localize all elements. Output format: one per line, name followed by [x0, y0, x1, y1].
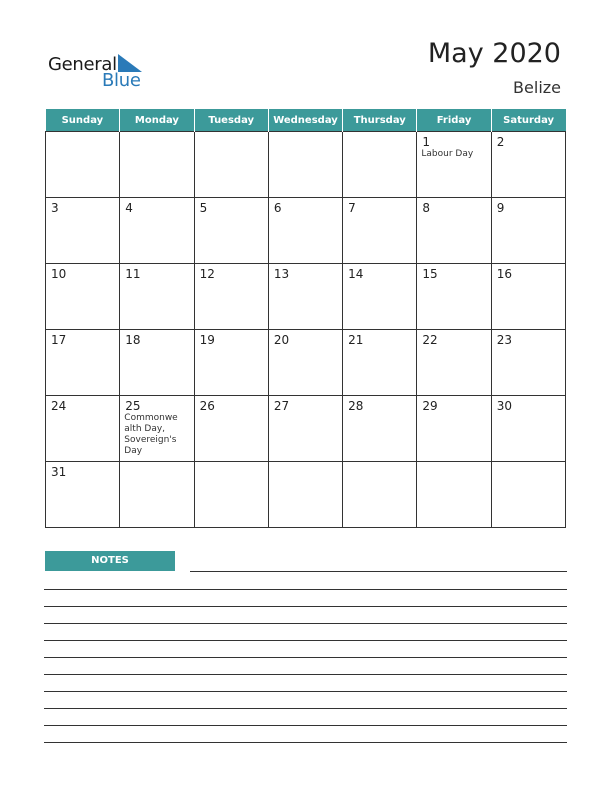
week-row	[46, 264, 566, 330]
day-cell	[268, 132, 342, 198]
weekday-header: Monday	[120, 109, 194, 132]
day-cell	[491, 198, 565, 264]
day-cell	[491, 264, 565, 330]
day-number: 16	[496, 267, 512, 281]
notes-heading: NOTES	[45, 551, 175, 571]
day-cell	[194, 264, 268, 330]
day-cell	[343, 462, 417, 528]
day-cell	[417, 330, 491, 396]
day-cell	[46, 264, 120, 330]
weekday-header: Saturday	[491, 109, 565, 132]
day-cell	[46, 198, 120, 264]
day-cell	[491, 462, 565, 528]
brand-name-blue: Blue	[102, 70, 141, 91]
note-line	[44, 742, 567, 743]
day-cell	[417, 132, 491, 198]
day-cell	[120, 396, 194, 462]
day-cell	[194, 330, 268, 396]
day-number: 5	[199, 201, 208, 215]
note-line	[44, 623, 567, 624]
day-cell	[417, 396, 491, 462]
day-number: 21	[348, 333, 364, 347]
country-label: Belize	[513, 78, 561, 97]
weekday-header: Thursday	[343, 109, 417, 132]
day-number: 11	[125, 267, 141, 281]
day-cell	[417, 462, 491, 528]
day-cell	[343, 330, 417, 396]
day-number: 29	[422, 399, 438, 413]
day-number: 23	[496, 333, 512, 347]
note-line	[44, 674, 567, 675]
day-cell	[120, 132, 194, 198]
day-number: 9	[496, 201, 505, 215]
day-cell	[268, 396, 342, 462]
note-line	[44, 708, 567, 709]
holiday-label: Commonwe alth Day, Sovereign's Day	[124, 413, 178, 456]
day-cell	[194, 396, 268, 462]
day-cell	[343, 264, 417, 330]
day-cell	[46, 132, 120, 198]
week-row	[46, 198, 566, 264]
weekday-header: Sunday	[46, 109, 120, 132]
day-number: 4	[125, 201, 133, 215]
day-number: 1	[422, 135, 431, 149]
day-number: 18	[125, 333, 141, 347]
note-line	[44, 657, 567, 658]
note-line	[44, 606, 567, 607]
note-line	[44, 589, 567, 590]
day-cell	[120, 264, 194, 330]
day-number: 20	[273, 333, 290, 347]
week-row	[46, 132, 566, 198]
day-cell	[46, 330, 120, 396]
day-number: 22	[422, 333, 438, 347]
day-number: 10	[51, 267, 67, 281]
day-cell	[343, 396, 417, 462]
note-line	[44, 640, 567, 641]
day-number: 27	[273, 399, 290, 413]
day-number: 17	[51, 333, 67, 347]
day-cell	[46, 396, 120, 462]
weekday-header: Wednesday	[268, 109, 342, 132]
day-cell	[120, 462, 194, 528]
day-number: 14	[348, 267, 364, 281]
day-cell	[343, 132, 417, 198]
day-number: 19	[199, 333, 215, 347]
day-cell	[491, 132, 565, 198]
day-cell	[120, 198, 194, 264]
day-number: 12	[199, 267, 215, 281]
note-line	[44, 691, 567, 692]
day-cell	[194, 198, 268, 264]
day-number: 25	[125, 399, 141, 413]
day-cell	[268, 198, 342, 264]
day-cell	[268, 330, 342, 396]
week-row	[46, 330, 566, 396]
note-line	[190, 571, 567, 572]
brand-name-general: General	[48, 54, 117, 75]
day-number: 24	[51, 399, 67, 413]
day-number: 30	[496, 399, 512, 413]
day-cell	[491, 330, 565, 396]
day-number: 15	[422, 267, 438, 281]
note-line	[44, 725, 567, 726]
day-cell	[417, 198, 491, 264]
week-row	[46, 396, 566, 462]
day-number: 7	[348, 201, 356, 215]
day-number: 8	[422, 201, 431, 215]
weekday-header: Tuesday	[194, 109, 268, 132]
day-cell	[194, 462, 268, 528]
day-number: 13	[273, 267, 290, 281]
day-number: 26	[199, 399, 215, 413]
holiday-label: Labour Day	[421, 149, 474, 159]
day-cell	[268, 462, 342, 528]
day-cell	[417, 264, 491, 330]
calendar-grid	[45, 109, 566, 528]
day-number: 3	[51, 201, 59, 215]
weekday-header-row	[46, 109, 566, 132]
day-cell	[120, 330, 194, 396]
week-row	[46, 462, 566, 528]
day-cell	[268, 264, 342, 330]
day-cell	[343, 198, 417, 264]
day-number: 28	[348, 399, 364, 413]
day-cell	[46, 462, 120, 528]
day-cell	[194, 132, 268, 198]
day-number: 6	[273, 201, 282, 215]
weekday-header: Friday	[417, 109, 491, 132]
day-cell	[491, 396, 565, 462]
day-number: 2	[496, 135, 505, 149]
brand-logo	[48, 52, 148, 92]
day-number: 31	[51, 465, 67, 479]
page-title: May 2020	[427, 38, 561, 69]
